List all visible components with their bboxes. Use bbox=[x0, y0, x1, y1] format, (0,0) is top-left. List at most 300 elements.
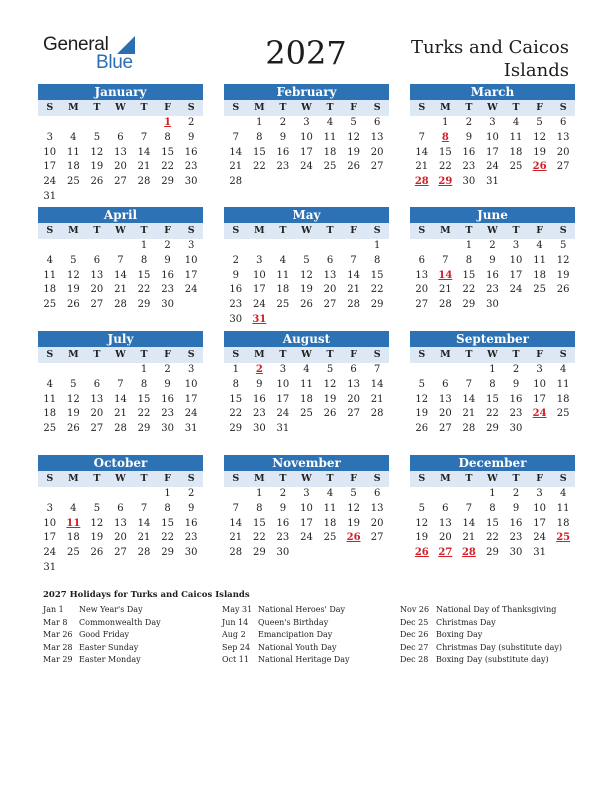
day-cell: 17 bbox=[300, 146, 313, 158]
day-cell bbox=[179, 561, 203, 576]
day-cell: 6 bbox=[442, 502, 449, 514]
weekday-label: F bbox=[350, 473, 357, 484]
week-row bbox=[38, 239, 203, 254]
day-cell: 15 bbox=[486, 393, 499, 405]
day-cell: 7 bbox=[232, 502, 239, 514]
day-cell: 7 bbox=[465, 502, 473, 514]
day-cell bbox=[109, 116, 133, 131]
weekday-label: T bbox=[93, 102, 101, 113]
holiday-item bbox=[400, 605, 562, 618]
weekday-label: M bbox=[440, 473, 451, 484]
day-cell bbox=[318, 546, 342, 561]
day-cell: 17 bbox=[300, 517, 313, 529]
day-cell: 5 bbox=[418, 378, 425, 390]
day-cell: 10 bbox=[252, 269, 266, 281]
day-cell: 21 bbox=[229, 161, 243, 173]
week-row bbox=[410, 146, 575, 161]
day-cell bbox=[109, 487, 133, 502]
month-may bbox=[224, 207, 389, 328]
day-cell bbox=[365, 422, 389, 437]
week-row bbox=[38, 131, 203, 146]
day-cell bbox=[365, 546, 389, 561]
month-title: December bbox=[410, 455, 575, 471]
day-cell: 18 bbox=[43, 284, 57, 296]
day-cell: 15 bbox=[486, 517, 499, 529]
holiday-item-date: Mar 28 bbox=[43, 642, 73, 652]
day-cell bbox=[457, 487, 481, 502]
weekday-label: T bbox=[465, 349, 473, 360]
day-cell: 22 bbox=[252, 161, 266, 173]
day-cell: 6 bbox=[117, 131, 124, 143]
weekday-label: F bbox=[164, 473, 171, 484]
weekday-label: T bbox=[512, 473, 520, 484]
day-cell: 28 bbox=[370, 408, 384, 420]
day-cell: 15 bbox=[137, 269, 151, 281]
day-cell: 19 bbox=[533, 146, 546, 158]
day-cell: 19 bbox=[90, 161, 104, 173]
weekday-label: F bbox=[164, 102, 171, 113]
day-cell: 16 bbox=[486, 269, 499, 281]
weekday-label: S bbox=[46, 102, 54, 113]
weekday-label: F bbox=[536, 349, 543, 360]
day-cell: 26 bbox=[347, 161, 360, 173]
day-cell: 31 bbox=[486, 176, 499, 188]
day-cell: 8 bbox=[140, 378, 148, 390]
day-cell: 21 bbox=[370, 393, 384, 405]
holiday-item-date: Dec 27 bbox=[400, 642, 429, 652]
weekday-label: W bbox=[301, 102, 312, 113]
weekday-label: W bbox=[301, 473, 312, 484]
day-cell: 15 bbox=[252, 517, 266, 529]
day-cell bbox=[62, 239, 86, 254]
week-row bbox=[38, 160, 203, 175]
holiday-date: 31 bbox=[252, 313, 267, 325]
weekday-label: S bbox=[187, 102, 195, 113]
holiday-date: 28 bbox=[461, 547, 476, 559]
day-cell bbox=[109, 239, 133, 254]
weekday-label: T bbox=[512, 102, 520, 113]
day-cell: 15 bbox=[137, 393, 151, 405]
day-cell: 12 bbox=[66, 393, 80, 405]
day-cell: 30 bbox=[276, 547, 290, 559]
weekday-label: W bbox=[487, 102, 498, 113]
holiday-item-name: Good Friday bbox=[79, 630, 130, 639]
day-cell: 10 bbox=[43, 517, 57, 529]
weekday-label: T bbox=[140, 225, 148, 236]
week-row bbox=[410, 363, 575, 378]
day-cell: 18 bbox=[276, 284, 290, 296]
day-cell bbox=[156, 561, 180, 576]
day-cell: 21 bbox=[114, 408, 127, 420]
weekday-label: S bbox=[559, 349, 567, 360]
day-cell: 12 bbox=[90, 146, 104, 158]
week-row bbox=[410, 531, 575, 546]
day-cell: 22 bbox=[161, 532, 174, 544]
day-cell bbox=[132, 561, 156, 576]
weekday-label: M bbox=[68, 349, 79, 360]
day-cell: 4 bbox=[46, 378, 53, 390]
day-cell: 19 bbox=[347, 517, 360, 529]
day-cell bbox=[318, 313, 342, 328]
holiday-item-date: Dec 28 bbox=[400, 655, 429, 664]
month-title: July bbox=[38, 331, 203, 347]
day-cell: 23 bbox=[276, 532, 290, 544]
day-cell: 3 bbox=[187, 364, 195, 375]
month-september bbox=[410, 331, 575, 437]
day-cell: 6 bbox=[442, 378, 449, 390]
day-cell bbox=[410, 487, 434, 502]
day-cell: 1 bbox=[489, 488, 496, 499]
day-cell: 8 bbox=[489, 502, 496, 514]
day-cell bbox=[318, 175, 342, 190]
week-row bbox=[224, 517, 389, 532]
day-cell: 2 bbox=[279, 117, 287, 128]
day-cell: 9 bbox=[164, 378, 171, 390]
day-cell: 19 bbox=[323, 393, 337, 405]
day-cell: 9 bbox=[279, 502, 287, 514]
day-cell: 18 bbox=[533, 269, 546, 281]
weekday-header-row bbox=[38, 100, 203, 116]
day-cell: 3 bbox=[512, 240, 520, 251]
day-cell: 1 bbox=[373, 240, 381, 251]
day-cell: 26 bbox=[415, 423, 429, 435]
day-cell: 11 bbox=[556, 378, 570, 390]
day-cell: 15 bbox=[370, 269, 384, 281]
week-row bbox=[38, 487, 203, 502]
day-cell: 29 bbox=[486, 547, 499, 559]
day-cell: 12 bbox=[300, 269, 313, 281]
week-row bbox=[38, 116, 203, 131]
week-row bbox=[410, 175, 575, 190]
day-cell bbox=[434, 487, 458, 502]
day-cell: 7 bbox=[373, 364, 381, 375]
day-cell: 8 bbox=[373, 254, 381, 266]
day-cell: 20 bbox=[556, 146, 570, 158]
weekday-label: T bbox=[140, 102, 148, 113]
day-cell: 8 bbox=[140, 254, 148, 266]
day-cell: 20 bbox=[370, 517, 384, 529]
day-cell: 14 bbox=[137, 517, 151, 529]
day-cell: 22 bbox=[438, 161, 452, 173]
holiday-item bbox=[400, 630, 562, 643]
day-cell: 6 bbox=[93, 378, 101, 390]
weekday-label: S bbox=[418, 225, 426, 236]
day-cell: 29 bbox=[137, 299, 151, 311]
day-cell: 22 bbox=[462, 284, 476, 296]
weekday-label: T bbox=[465, 102, 473, 113]
day-cell: 20 bbox=[370, 146, 384, 158]
day-cell: 19 bbox=[66, 284, 80, 296]
month-title: February bbox=[224, 84, 389, 100]
holiday-date: 29 bbox=[438, 176, 453, 188]
day-cell: 11 bbox=[66, 146, 80, 158]
day-cell: 3 bbox=[536, 488, 543, 499]
day-cell: 9 bbox=[256, 378, 263, 390]
weekday-label: S bbox=[232, 102, 240, 113]
day-cell: 30 bbox=[509, 423, 523, 435]
day-cell: 27 bbox=[415, 299, 429, 311]
day-cell: 24 bbox=[276, 408, 290, 420]
day-cell bbox=[248, 239, 272, 254]
weekday-label: S bbox=[232, 473, 240, 484]
day-cell: 29 bbox=[462, 299, 476, 311]
day-cell: 7 bbox=[140, 131, 148, 143]
week-row bbox=[224, 487, 389, 502]
day-cell: 31 bbox=[533, 547, 546, 559]
day-cell: 28 bbox=[438, 299, 452, 311]
day-cell: 3 bbox=[303, 117, 310, 128]
holiday-item bbox=[43, 643, 161, 656]
weekday-label: M bbox=[68, 225, 79, 236]
day-cell: 4 bbox=[512, 117, 520, 128]
day-cell: 11 bbox=[323, 131, 337, 143]
weekday-label: T bbox=[326, 102, 334, 113]
week-row bbox=[38, 190, 203, 205]
day-cell: 3 bbox=[279, 364, 287, 375]
week-row bbox=[410, 502, 575, 517]
weekday-header-row bbox=[224, 347, 389, 363]
day-cell bbox=[224, 116, 248, 131]
day-cell: 9 bbox=[187, 502, 195, 514]
day-cell: 21 bbox=[438, 284, 452, 296]
day-cell: 2 bbox=[489, 240, 496, 251]
day-cell: 31 bbox=[184, 423, 198, 435]
day-cell: 5 bbox=[93, 131, 101, 143]
weekday-label: F bbox=[536, 473, 543, 484]
day-cell: 2 bbox=[232, 254, 239, 266]
day-cell: 16 bbox=[509, 393, 523, 405]
day-cell: 5 bbox=[418, 502, 425, 514]
weekday-label: T bbox=[140, 349, 148, 360]
calendar-year: 2027 bbox=[265, 34, 347, 72]
day-cell: 1 bbox=[256, 117, 263, 128]
month-august bbox=[224, 331, 389, 437]
day-cell: 15 bbox=[252, 146, 266, 158]
day-cell: 28 bbox=[114, 299, 127, 311]
day-cell bbox=[410, 116, 434, 131]
day-cell bbox=[551, 175, 575, 190]
holiday-item-date: Dec 25 bbox=[400, 617, 429, 627]
day-cell: 19 bbox=[415, 532, 429, 544]
week-row bbox=[224, 546, 389, 561]
day-cell bbox=[295, 175, 319, 190]
day-cell: 31 bbox=[43, 561, 57, 573]
day-cell bbox=[85, 116, 109, 131]
day-cell: 13 bbox=[438, 517, 452, 529]
day-cell bbox=[365, 175, 389, 190]
day-cell: 30 bbox=[486, 299, 499, 311]
day-cell: 19 bbox=[66, 408, 80, 420]
day-cell: 30 bbox=[509, 547, 523, 559]
day-cell: 4 bbox=[303, 364, 310, 375]
day-cell: 8 bbox=[232, 378, 239, 390]
week-row bbox=[38, 407, 203, 422]
day-cell: 26 bbox=[66, 423, 80, 435]
weekday-label: W bbox=[487, 473, 498, 484]
weekday-label: M bbox=[440, 349, 451, 360]
weekday-label: S bbox=[373, 102, 381, 113]
week-row bbox=[224, 160, 389, 175]
day-cell: 14 bbox=[347, 269, 360, 281]
day-cell bbox=[85, 190, 109, 205]
day-cell bbox=[132, 190, 156, 205]
day-cell: 5 bbox=[93, 502, 101, 514]
week-row bbox=[224, 239, 389, 254]
week-row bbox=[38, 298, 203, 313]
day-cell: 8 bbox=[465, 254, 473, 266]
day-cell: 29 bbox=[486, 423, 499, 435]
holiday-item bbox=[400, 655, 562, 668]
day-cell: 6 bbox=[350, 364, 357, 375]
week-row bbox=[224, 269, 389, 284]
day-cell: 4 bbox=[559, 364, 567, 375]
week-row bbox=[38, 146, 203, 161]
day-cell: 9 bbox=[164, 254, 171, 266]
weekday-label: M bbox=[254, 102, 265, 113]
day-cell: 30 bbox=[229, 313, 243, 325]
day-cell: 9 bbox=[465, 131, 473, 143]
day-cell bbox=[342, 546, 366, 561]
day-cell bbox=[551, 422, 575, 437]
day-cell bbox=[318, 239, 342, 254]
day-cell bbox=[132, 116, 156, 131]
day-cell: 13 bbox=[556, 131, 570, 143]
day-cell: 14 bbox=[137, 146, 151, 158]
day-cell: 17 bbox=[184, 269, 198, 281]
day-cell: 25 bbox=[323, 161, 337, 173]
holiday-date: 26 bbox=[414, 547, 429, 559]
day-cell bbox=[295, 422, 319, 437]
day-cell: 19 bbox=[415, 408, 429, 420]
weekday-label: S bbox=[559, 102, 567, 113]
week-row bbox=[38, 378, 203, 393]
day-cell: 23 bbox=[184, 161, 198, 173]
day-cell: 3 bbox=[489, 117, 496, 128]
day-cell: 17 bbox=[43, 161, 57, 173]
day-cell: 16 bbox=[462, 146, 476, 158]
day-cell bbox=[62, 561, 86, 576]
holiday-date: 28 bbox=[414, 176, 429, 188]
day-cell bbox=[62, 116, 86, 131]
day-cell: 18 bbox=[66, 161, 80, 173]
weekday-label: W bbox=[115, 349, 126, 360]
day-cell: 3 bbox=[187, 240, 195, 251]
day-cell: 16 bbox=[276, 517, 290, 529]
week-row bbox=[410, 269, 575, 284]
week-row bbox=[410, 131, 575, 146]
day-cell: 13 bbox=[347, 378, 360, 390]
day-cell bbox=[38, 487, 62, 502]
day-cell: 14 bbox=[462, 517, 476, 529]
day-cell: 21 bbox=[137, 532, 151, 544]
day-cell bbox=[504, 298, 528, 313]
holiday-item bbox=[43, 655, 161, 668]
weekday-label: S bbox=[418, 102, 426, 113]
week-row bbox=[224, 531, 389, 546]
month-july bbox=[38, 331, 203, 437]
week-row bbox=[224, 116, 389, 131]
day-cell: 27 bbox=[347, 408, 360, 420]
day-cell: 13 bbox=[415, 269, 429, 281]
day-cell: 23 bbox=[184, 532, 198, 544]
day-cell bbox=[434, 239, 458, 254]
day-cell: 1 bbox=[140, 240, 148, 251]
holiday-date: 2 bbox=[255, 364, 263, 375]
month-title: November bbox=[224, 455, 389, 471]
day-cell: 20 bbox=[438, 532, 452, 544]
day-cell bbox=[342, 313, 366, 328]
day-cell: 26 bbox=[300, 299, 313, 311]
day-cell: 18 bbox=[509, 146, 523, 158]
day-cell: 15 bbox=[161, 517, 174, 529]
holiday-item bbox=[222, 655, 350, 668]
day-cell: 5 bbox=[350, 488, 357, 499]
day-cell: 22 bbox=[486, 532, 499, 544]
week-row bbox=[38, 363, 203, 378]
month-april bbox=[38, 207, 203, 313]
week-row bbox=[410, 393, 575, 408]
week-row bbox=[224, 254, 389, 269]
day-cell: 27 bbox=[90, 423, 104, 435]
day-cell bbox=[62, 190, 86, 205]
day-cell: 12 bbox=[415, 517, 429, 529]
day-cell: 20 bbox=[323, 284, 337, 296]
day-cell: 11 bbox=[43, 393, 57, 405]
day-cell bbox=[295, 546, 319, 561]
day-cell bbox=[295, 313, 319, 328]
day-cell bbox=[85, 487, 109, 502]
week-row bbox=[410, 239, 575, 254]
holiday-date: 14 bbox=[438, 269, 453, 281]
day-cell: 12 bbox=[415, 393, 429, 405]
day-cell: 4 bbox=[326, 488, 334, 499]
day-cell: 7 bbox=[350, 254, 357, 266]
day-cell: 30 bbox=[161, 299, 174, 311]
month-november bbox=[224, 455, 389, 561]
day-cell bbox=[62, 487, 86, 502]
day-cell: 11 bbox=[300, 378, 313, 390]
day-cell: 22 bbox=[252, 532, 266, 544]
holiday-item-date: Mar 29 bbox=[43, 655, 73, 664]
day-cell: 17 bbox=[276, 393, 290, 405]
day-cell: 22 bbox=[137, 284, 151, 296]
day-cell bbox=[85, 239, 109, 254]
day-cell: 28 bbox=[114, 423, 127, 435]
day-cell: 15 bbox=[229, 393, 243, 405]
day-cell: 4 bbox=[46, 254, 53, 266]
day-cell bbox=[318, 422, 342, 437]
weekday-header-row bbox=[224, 223, 389, 239]
day-cell: 27 bbox=[114, 547, 127, 559]
weekday-label: S bbox=[373, 473, 381, 484]
generalblue-logo bbox=[43, 34, 143, 74]
day-cell: 15 bbox=[438, 146, 452, 158]
day-cell: 7 bbox=[117, 254, 124, 266]
week-row bbox=[224, 283, 389, 298]
day-cell: 18 bbox=[300, 393, 313, 405]
holiday-item-date: Dec 26 bbox=[400, 630, 429, 639]
day-cell bbox=[109, 190, 133, 205]
holiday-item bbox=[222, 605, 350, 618]
day-cell: 10 bbox=[184, 378, 198, 390]
weekday-label: T bbox=[279, 473, 287, 484]
week-row bbox=[38, 269, 203, 284]
day-cell: 20 bbox=[438, 408, 452, 420]
day-cell: 12 bbox=[323, 378, 337, 390]
day-cell: 26 bbox=[90, 176, 104, 188]
day-cell bbox=[85, 363, 109, 378]
day-cell bbox=[38, 116, 62, 131]
